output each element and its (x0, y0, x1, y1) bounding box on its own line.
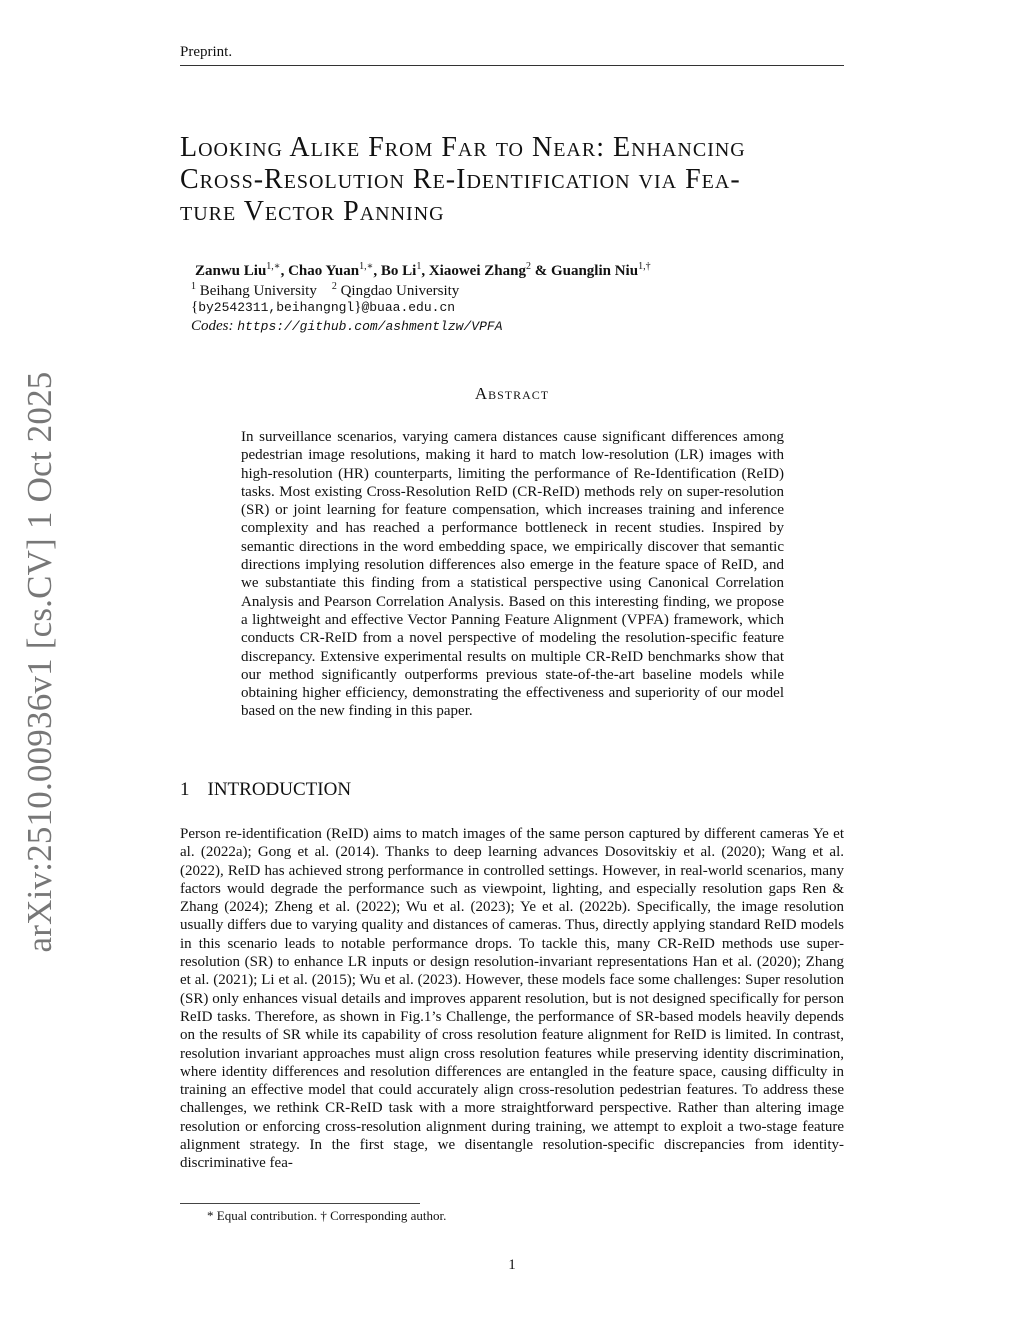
section-number: 1 (180, 779, 190, 800)
author-name: Zanwu Liu (195, 263, 267, 279)
affiliations (191, 281, 459, 300)
affil-name: Beihang University (196, 283, 317, 299)
author-list (195, 261, 651, 280)
author-affil-mark: 2 (525, 261, 531, 272)
codes-label: Codes: (191, 318, 238, 334)
title-line-1: Looking Alike From Far to Near: Enhancing (180, 132, 746, 163)
author-name: , Xiaowei Zhang (421, 263, 526, 279)
arxiv-stamp-text: arXiv:2510.00936v1 [cs.CV] 1 Oct 2025 (20, 371, 59, 953)
title-line-2: Cross-Resolution Re-Identification via Fea- (180, 164, 741, 195)
affil-name: Qingdao University (336, 283, 460, 299)
abstract-body: In surveillance scenarios, varying camera distances cause significant differences among pedestrian image resolutions, making it hard to match low-resolution (LR) images with high-resolution (HR) counterparts, limiting the performance of Re-Identification (ReID) tasks. Most existing Cross-Resolution ReID (CR-ReID) methods rely on super-resolution (SR) or joint learning for feature compensation, which increases training and inference complexity and has reached a performance bottleneck in recent studies. Inspired by semantic directions in the word embedding space, we empirically discover that semantic directions implying resolution differences also emerge in the feature space of ReID, and we substantiate this finding from a statistical perspective using Canonical Correlation Analysis and Pearson Correlation Analysis. Based on this interesting finding, we propose a lightweight and effective Vector Panning Feature Alignment (VPFA) framework, which conducts CR-ReID from a novel perspective of modeling the resolution-specific feature discrepancy. Extensive experimental results on multiple CR-ReID benchmarks show that our method significantly outperforms previous state-of-the-art baseline models while obtaining higher efficiency, demonstrating the effectiveness and superiority of our model based on the new finding in this paper. (241, 429, 784, 720)
author-affil-mark: 1,† (638, 261, 651, 272)
paper-title (180, 132, 844, 228)
footnote: * Equal contribution. † Corresponding author. (207, 1208, 447, 1223)
author-affil-mark: 1,∗ (359, 261, 374, 272)
footnote-rule (180, 1203, 420, 1204)
arxiv-stamp (16, 371, 64, 953)
section-heading-introduction (180, 779, 351, 801)
header-rule (180, 65, 844, 66)
email-addresses: by2542311,beihangngl (198, 300, 355, 315)
email-domain: @buaa.edu.cn (361, 300, 456, 315)
codes-line (191, 318, 503, 335)
running-header: Preprint. (180, 44, 233, 60)
author-name: , Chao Yuan (280, 263, 360, 279)
affil-mark: 1 (191, 281, 196, 292)
section-title: INTRODUCTION (207, 779, 352, 800)
affil-mark: 2 (331, 281, 337, 292)
author-name: , Bo Li (373, 263, 417, 279)
introduction-body: Person re-identification (ReID) aims to match images of the same person captured by different cameras Ye et al. (2022a); Gong et al. (2014). Thanks to deep learning advances Dosovitskiy et al. (2020); Wang et al. (2022), ReID has achieved strong performance in controlled settings. However, in real-world scenarios, many factors would degrade the performance such as viewpoint, lighting, and especially resolution gaps Ren & Zhang (2024); Zheng et al. (2022); Wu et al. (2023); Ye et al. (2022b). Specifically, the image resolution usually differs due to varying quality and distances of cameras. Thus, directly applying standard ReID models in this scenario leads to notable performance drops. To tackle this, many CR-ReID methods use super-resolution (SR) to enhance LR inputs or design resolution-invariant representations Han et al. (2020); Zhang et al. (2021); Li et al. (2015); Wu et al. (2023). However, these models face some challenges: Super resolution (SR) only enhances visual details and improves apparent resolution, but is not designed specifically for person ReID tasks. Therefore, as shown in Fig.1’s Challenge, the performance of SR-based models heavily depends on the results of SR while its capability of cross resolution feature alignment for ReID is limited. In contrast, resolution invariant approaches must align cross resolution features while preserving identity discrimination, where identity differences and resolution differences are entangled in the feature space, causing difficulty in training an effective model that could accurately align cross-resolution pedestrian features. To address these challenges, we rethink CR-ReID task with a more straightforward perspective. Rather than altering image resolution or enforcing cross-resolution alignment during training, we attempt to exploit a two-stage feature alignment strategy. In the first stage, we disentangle resolution-specific discrepancies from identity-discriminative fea- (180, 826, 844, 1172)
title-line-3: ture Vector Panning (180, 196, 445, 227)
author-affil-mark: 1 (416, 261, 422, 272)
author-name: & Guanglin Niu (530, 263, 639, 279)
brace-close: } (354, 299, 362, 315)
codes-url-link[interactable]: https://github.com/ashmentlzw/VPFA (237, 319, 503, 334)
email-line (191, 299, 455, 316)
abstract-heading: Abstract (474, 384, 550, 403)
author-affil-mark: 1,∗ (266, 261, 281, 272)
brace-open: { (191, 299, 199, 315)
page-number: 1 (508, 1257, 516, 1273)
